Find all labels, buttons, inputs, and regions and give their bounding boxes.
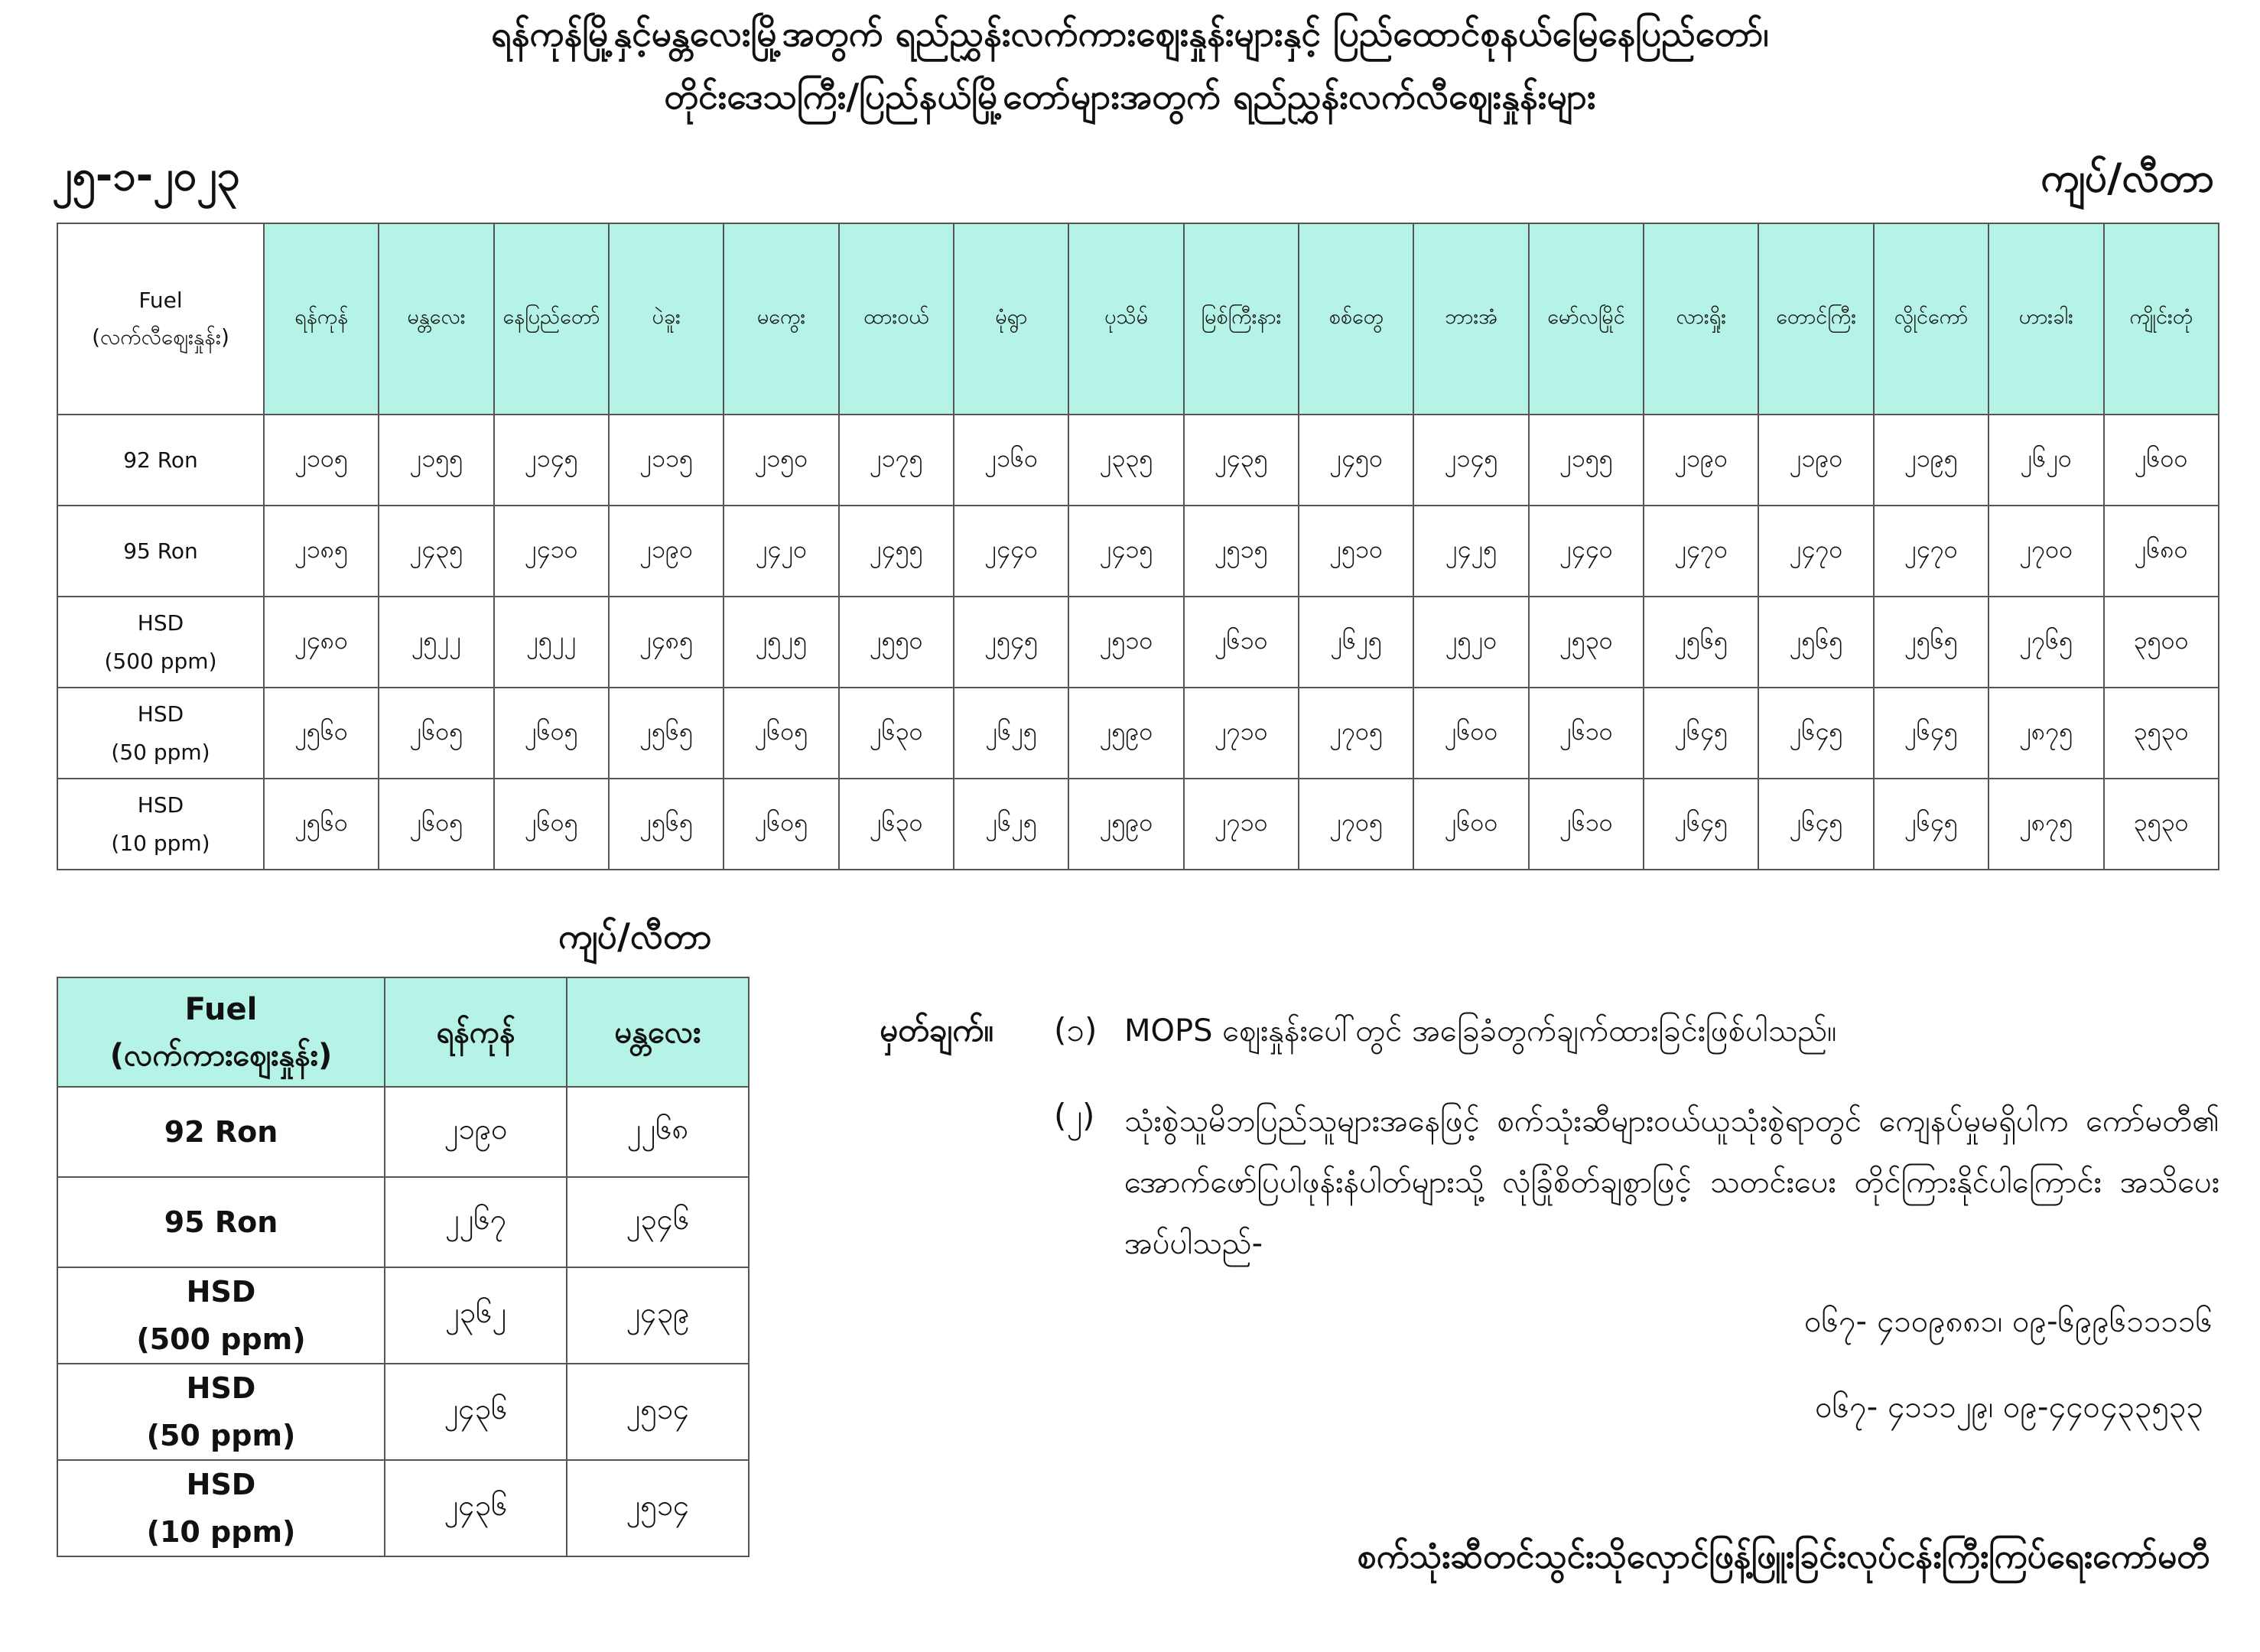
price-cell: ၂၆၂၅ — [1299, 597, 1413, 688]
price-cell: ၂၃၆၂ — [385, 1267, 567, 1364]
fuel-header-title: Fuel — [138, 288, 183, 313]
price-cell: ၂၈၇၅ — [1988, 688, 2103, 779]
fuel-type-cell — [57, 1364, 385, 1460]
fuel-type-sublabel: (10 ppm) — [146, 1515, 296, 1549]
wholesale-price-table — [57, 977, 750, 1557]
fuel-type-label: HSD — [186, 1468, 256, 1501]
price-cell: ၂၈၇၅ — [1988, 779, 2103, 870]
city-header-cell: ဟားခါး — [1988, 223, 2103, 415]
price-cell: ၂၄၁၅ — [1068, 506, 1183, 597]
price-cell: ၂၃၃၅ — [1068, 415, 1183, 506]
price-cell: ၂၆၄၅ — [1874, 779, 1988, 870]
price-cell: ၂၁၄၅ — [1413, 415, 1528, 506]
price-cell: ၂၅၄၅ — [954, 597, 1068, 688]
price-cell: ၂၅၆၀ — [264, 779, 379, 870]
price-row — [57, 1460, 749, 1556]
fuel-type-cell — [57, 1177, 385, 1267]
price-cell: ၂၆၀၅ — [494, 779, 609, 870]
price-cell: ၂၄၇၀ — [1758, 506, 1873, 597]
price-cell: ၂၅၅၀ — [839, 597, 954, 688]
price-cell: ၂၄၃၆ — [385, 1460, 567, 1556]
fuel-type-label: HSD — [137, 792, 184, 818]
fuel-type-label: 92 Ron — [164, 1115, 278, 1149]
city-header-cell: ဘားအံ — [1413, 223, 1528, 415]
price-cell: ၂၁၆၀ — [954, 415, 1068, 506]
price-cell: ၂၄၃၆ — [385, 1364, 567, 1460]
price-cell: ၂၁၀၅ — [264, 415, 379, 506]
price-cell: ၂၆၄၅ — [1758, 779, 1873, 870]
city-header-cell: ရန်ကုန် — [264, 223, 379, 415]
city-header-cell: တောင်ကြီး — [1758, 223, 1873, 415]
price-cell: ၂၇၁၀ — [1184, 688, 1299, 779]
date: ၂၅-၁-၂၀၂၃ — [52, 151, 240, 200]
city-header-cell: လွိုင်ကော် — [1874, 223, 1988, 415]
note-2-number: (၂) — [1054, 1097, 1095, 1134]
price-cell: ၂၁၉၀ — [385, 1087, 567, 1177]
city-header-cell: မကွေး — [724, 223, 838, 415]
price-row — [57, 1177, 749, 1267]
price-cell: ၂၁၇၅ — [839, 415, 954, 506]
fuel-type-sublabel: (10 ppm) — [111, 830, 210, 856]
fuel-type-cell — [57, 506, 264, 597]
city-header-cell: စစ်တွေ — [1299, 223, 1413, 415]
price-cell: ၃၅၃၀ — [2104, 688, 2219, 779]
city-header-cell: မြစ်ကြီးနား — [1184, 223, 1299, 415]
price-cell: ၂၁၉၀ — [1644, 415, 1758, 506]
note-1-text: MOPS ဈေးနှုန်းပေါ်တွင် အခြေခံတွက်ချက်ထားခြင်းဖြစ်ပါသည်။ — [1124, 1013, 1837, 1049]
price-cell: ၂၄၂၀ — [724, 506, 838, 597]
price-cell: ၃၅၃၀ — [2104, 779, 2219, 870]
price-cell: ၂၅၆၀ — [264, 688, 379, 779]
price-cell: ၂၅၁၄ — [567, 1364, 749, 1460]
price-cell: ၂၆၂၅ — [954, 688, 1068, 779]
price-cell: ၂၄၁၀ — [494, 506, 609, 597]
price-cell: ၂၆၃၀ — [839, 779, 954, 870]
price-cell: ၂၆၀၀ — [1413, 688, 1528, 779]
fuel-type-cell — [57, 415, 264, 506]
city-header-cell: လားရှိုး — [1644, 223, 1758, 415]
city-header-cell: ပဲခူး — [609, 223, 724, 415]
price-cell: ၂၆၀၅ — [494, 688, 609, 779]
price-row — [57, 597, 2219, 688]
price-cell: ၂၁၅၅ — [1529, 415, 1644, 506]
fuel-type-sublabel: (500 ppm) — [104, 648, 217, 674]
price-cell: ၂၇၆၅ — [1988, 597, 2103, 688]
price-row — [57, 688, 2219, 779]
fuel-type-cell — [57, 1087, 385, 1177]
price-cell: ၃၅၀၀ — [2104, 597, 2219, 688]
city-header-cell: မုံရွာ — [954, 223, 1068, 415]
price-cell: ၂၆၁၀ — [1529, 779, 1644, 870]
price-cell: ၂၅၁၄ — [567, 1460, 749, 1556]
price-cell: ၂၁၁၅ — [609, 415, 724, 506]
price-cell: ၂၅၉၀ — [1068, 779, 1183, 870]
price-cell: ၂၄၅၅ — [839, 506, 954, 597]
price-cell: ၂၆၀၅ — [379, 688, 493, 779]
price-row — [57, 1267, 749, 1364]
price-cell: ၂၄၄၀ — [954, 506, 1068, 597]
price-cell: ၂၄၈၅ — [609, 597, 724, 688]
city-header-cell: နေပြည်တော် — [494, 223, 609, 415]
fuel-type-label: HSD — [137, 701, 184, 727]
fuel-type-label: HSD — [186, 1275, 256, 1309]
price-cell: ၂၆၀၀ — [1413, 779, 1528, 870]
fuel-header-cell — [57, 977, 385, 1087]
price-cell: ၂၅၆၅ — [609, 779, 724, 870]
phone-numbers-1: ၀၆၇- ၄၁၀၉၈၈၁၊ ၀၉-၆၉၉၆၁၁၁၁၆ — [1804, 1304, 2213, 1339]
city-header-cell: မန္တလေး — [567, 977, 749, 1087]
fuel-type-sublabel: (50 ppm) — [146, 1419, 296, 1452]
price-cell: ၂၄၃၅ — [379, 506, 493, 597]
price-cell: ၂၆၄၅ — [1758, 688, 1873, 779]
fuel-type-sublabel: (50 ppm) — [111, 739, 210, 765]
note-1-number: (၁) — [1054, 1011, 1097, 1049]
price-cell: ၂၅၃၀ — [1529, 597, 1644, 688]
wholesale-unit-label: ကျပ်/လီတာ — [558, 915, 712, 957]
price-cell: ၂၅၁၅ — [1184, 506, 1299, 597]
price-cell: ၂၁၉၀ — [1758, 415, 1873, 506]
price-cell: ၂၆၄၅ — [1644, 779, 1758, 870]
price-cell: ၂၅၁၀ — [1299, 506, 1413, 597]
price-cell: ၂၇၀၅ — [1299, 688, 1413, 779]
fuel-header-cell — [57, 223, 264, 415]
title-line-2: တိုင်းဒေသကြီး/ပြည်နယ်မြို့တော်များအတွက် ရည်ညွှန်းလက်လီဈေးနှုန်းများ — [664, 76, 1596, 117]
city-header-cell: ထားဝယ် — [839, 223, 954, 415]
price-cell: ၂၁၅၀ — [724, 415, 838, 506]
price-cell: ၂၇၀၅ — [1299, 779, 1413, 870]
price-cell: ၂၄၇၀ — [1874, 506, 1988, 597]
price-cell: ၂၆၃၀ — [839, 688, 954, 779]
price-cell: ၂၆၀၅ — [379, 779, 493, 870]
price-cell: ၂၆၂၅ — [954, 779, 1068, 870]
price-cell: ၂၇၁၀ — [1184, 779, 1299, 870]
city-header-cell: ရန်ကုန် — [385, 977, 567, 1087]
price-cell: ၂၇၀၀ — [1988, 506, 2103, 597]
price-cell: ၂၂၆၈ — [567, 1087, 749, 1177]
wholesale-header-row — [57, 977, 749, 1087]
fuel-type-cell — [57, 1460, 385, 1556]
price-row — [57, 779, 2219, 870]
fuel-type-cell — [57, 597, 264, 688]
price-cell: ၂၅၂၀ — [1413, 597, 1528, 688]
price-cell: ၂၅၆၅ — [609, 688, 724, 779]
city-header-cell: မန္တလေး — [379, 223, 493, 415]
fuel-type-label: HSD — [137, 610, 184, 636]
retail-price-table — [57, 223, 2219, 870]
fuel-type-sublabel: (500 ppm) — [136, 1322, 306, 1356]
price-cell: ၂၅၉၀ — [1068, 688, 1183, 779]
price-cell: ၂၅၂၂ — [494, 597, 609, 688]
price-cell: ၂၄၅၀ — [1299, 415, 1413, 506]
fuel-type-cell — [57, 688, 264, 779]
price-cell: ၂၄၂၅ — [1413, 506, 1528, 597]
notes-label: မှတ်ချက်။ — [880, 1011, 993, 1049]
retail-unit-label: ကျပ်/လီတာ — [2041, 155, 2214, 201]
price-cell: ၂၆၈၀ — [2104, 506, 2219, 597]
price-cell: ၂၅၆၅ — [1644, 597, 1758, 688]
fuel-header-subtitle: (လက်ကားဈေးနှုန်း) — [109, 1037, 333, 1073]
fuel-type-label: HSD — [186, 1371, 256, 1405]
price-cell: ၂၁၅၅ — [379, 415, 493, 506]
fuel-type-label: 95 Ron — [123, 538, 198, 564]
price-cell: ၂၅၂၅ — [724, 597, 838, 688]
price-cell: ၂၆၀၅ — [724, 779, 838, 870]
price-cell: ၂၄၄၀ — [1529, 506, 1644, 597]
price-cell: ၂၆၄၅ — [1874, 688, 1988, 779]
phone-numbers-2: ၀၆၇- ၄၁၁၁၂၉၊ ၀၉-၄၄၀၄၃၃၅၃၃ — [1815, 1390, 2203, 1425]
price-row — [57, 506, 2219, 597]
price-cell: ၂၁၄၅ — [494, 415, 609, 506]
price-cell: ၂၅၁၀ — [1068, 597, 1183, 688]
price-cell: ၂၅၆၅ — [1758, 597, 1873, 688]
city-header-cell: မော်လမြိုင် — [1529, 223, 1644, 415]
price-cell: ၂၁၉၅ — [1874, 415, 1988, 506]
price-cell: ၂၆၁၀ — [1184, 597, 1299, 688]
price-cell: ၂၆၁၀ — [1529, 688, 1644, 779]
title-line-1: ရန်ကုန်မြို့နှင့်မန္တလေးမြို့အတွက် ရည်ညွှန်းလက်ကားဈေးနှုန်းများနှင့် ပြည်ထောင်စုနယ်မြေနေပြည်တော်၊ — [491, 13, 1769, 54]
price-cell: ၂၄၈၀ — [264, 597, 379, 688]
price-cell: ၂၆၀၀ — [2104, 415, 2219, 506]
fuel-type-cell — [57, 779, 264, 870]
price-cell: ၂၂၆၇ — [385, 1177, 567, 1267]
price-cell: ၂၅၆၅ — [1874, 597, 1988, 688]
city-header-cell: ပုသိမ် — [1068, 223, 1183, 415]
price-cell: ၂၃၄၆ — [567, 1177, 749, 1267]
price-cell: ၂၄၇၀ — [1644, 506, 1758, 597]
price-cell: ၂၄၃၉ — [567, 1267, 749, 1364]
price-cell: ၂၅၂၂ — [379, 597, 493, 688]
price-cell: ၂၆၀၅ — [724, 688, 838, 779]
fuel-type-cell — [57, 1267, 385, 1364]
price-row — [57, 415, 2219, 506]
price-row — [57, 1087, 749, 1177]
fuel-type-label: 95 Ron — [164, 1205, 278, 1239]
price-cell: ၂၁၉၀ — [609, 506, 724, 597]
price-row — [57, 1364, 749, 1460]
committee-name: စက်သုံးဆီတင်သွင်းသိုလှောင်ဖြန့်ဖြူးခြင်းလုပ်ငန်းကြီးကြပ်ရေးကော်မတီ — [1357, 1537, 2210, 1576]
price-cell: ၂၁၈၅ — [264, 506, 379, 597]
fuel-header-subtitle: (လက်လီဈေးနှုန်း) — [92, 324, 229, 350]
city-header-cell: ကျိုင်းတုံ — [2104, 223, 2219, 415]
fuel-header-title: Fuel — [184, 991, 258, 1027]
price-cell: ၂၆၄၅ — [1644, 688, 1758, 779]
price-cell: ၂၄၃၅ — [1184, 415, 1299, 506]
price-cell: ၂၆၂၀ — [1988, 415, 2103, 506]
retail-header-row — [57, 223, 2219, 415]
fuel-type-label: 92 Ron — [123, 447, 198, 473]
note-2-text: သုံးစွဲသူမိဘပြည်သူများအနေဖြင့် စက်သုံးဆီများဝယ်ယူသုံးစွဲရာတွင် ကျေနပ်မှုမရှိပါက ကော်မတီ၏ အောက်ဖော်ပြပါဖုန်းနံပါတ်များသို့ လုံခြုံစိတ်ချစွာဖြင့် သတင်းပေး တိုင်ကြားနိုင်ပါကြောင်း အသိပေးအပ်ပါသည်- — [1124, 1104, 2219, 1261]
